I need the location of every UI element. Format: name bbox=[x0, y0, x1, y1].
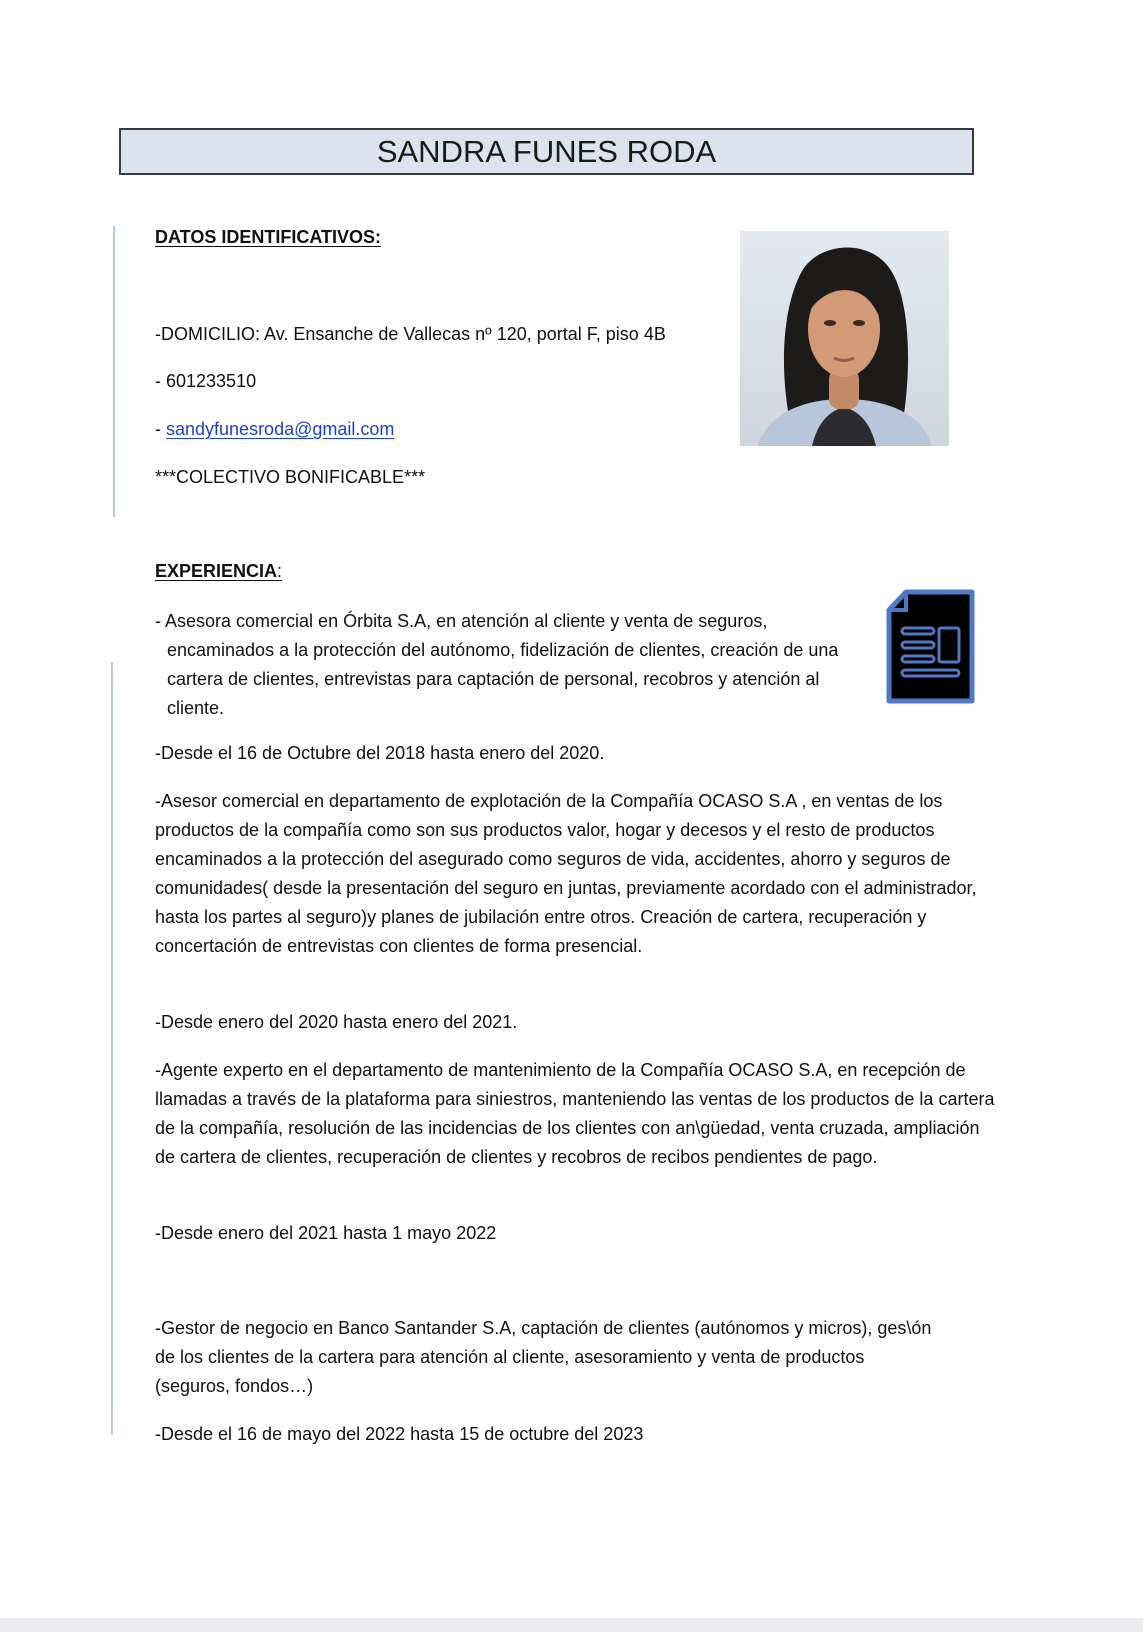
job-period: -Desde el 16 de Octubre del 2018 hasta enero del 2020. bbox=[155, 743, 605, 763]
email-prefix: - bbox=[155, 419, 166, 439]
identification-heading: DATOS IDENTIFICATIVOS: bbox=[155, 227, 382, 247]
experience-heading: EXPERIENCIA: bbox=[155, 561, 283, 581]
job-description: - Asesora comercial en Órbita S.A, en atención al cliente y venta de seguros, encaminados a la protección del autónomo, fidelización de clientes, creación de una cartera de clientes, entrevistas para captación de personal, recobros y atención al cliente. bbox=[155, 611, 839, 718]
job-period: -Desde enero del 2021 hasta 1 mayo 2022 bbox=[155, 1223, 497, 1243]
section-side-bar bbox=[113, 226, 115, 517]
bonificable-note: ***COLECTIVO BONIFICABLE*** bbox=[155, 467, 426, 487]
job-description: -Asesor comercial en departamento de explotación de la Compañía OCASO S.A , en ventas de los productos de la compañía como son sus productos valor, hogar y decesos y el resto de productos encaminados a la protección del asegurado como seguros de vida, accidentes, ahorro y seguros de comunidades( desde la presentación del seguro en juntas, previamente acordado con el administrador, hasta los partes al seguro)y planes de jubilación entre otros. Creación de cartera, recuperación y concertación de entrevistas con clientes de forma presencial. bbox=[155, 791, 977, 956]
page-bottom-edge bbox=[0, 1618, 1143, 1632]
candidate-name: SANDRA FUNES RODA bbox=[119, 128, 974, 175]
email-line bbox=[155, 419, 394, 440]
profile-photo bbox=[740, 231, 949, 446]
address-text: -DOMICILIO: Av. Ensanche de Vallecas nº 120, portal F, piso 4B bbox=[155, 324, 666, 344]
job-description: -Agente experto en el departamento de mantenimiento de la Compañía OCASO S.A, en recepción de llamadas a través de la plataforma para siniestros, manteniendo las ventas de los productos de la cartera de la compañía, resolución de las incidencias de los clientes con an\güedad, venta cruzada, ampliación de cartera de clientes, recuperación de clientes y recobros de recibos pendientes de pago. bbox=[155, 1060, 995, 1167]
job-description: -Gestor de negocio en Banco Santander S.A, captación de clientes (autónomos y micros), ges\ón de los clientes de la cartera para atención al cliente, asesoramiento y venta de productos (seguros, fondos…) bbox=[155, 1318, 932, 1396]
job-period: -Desde el 16 de mayo del 2022 hasta 15 de octubre del 2023 bbox=[155, 1424, 644, 1444]
job-period: -Desde enero del 2020 hasta enero del 2021. bbox=[155, 1012, 518, 1032]
phone-text: - 601233510 bbox=[155, 371, 257, 391]
document-icon bbox=[884, 588, 976, 707]
email-link[interactable]: sandyfunesroda@gmail.com bbox=[166, 419, 395, 439]
section-side-bar bbox=[111, 662, 113, 1435]
